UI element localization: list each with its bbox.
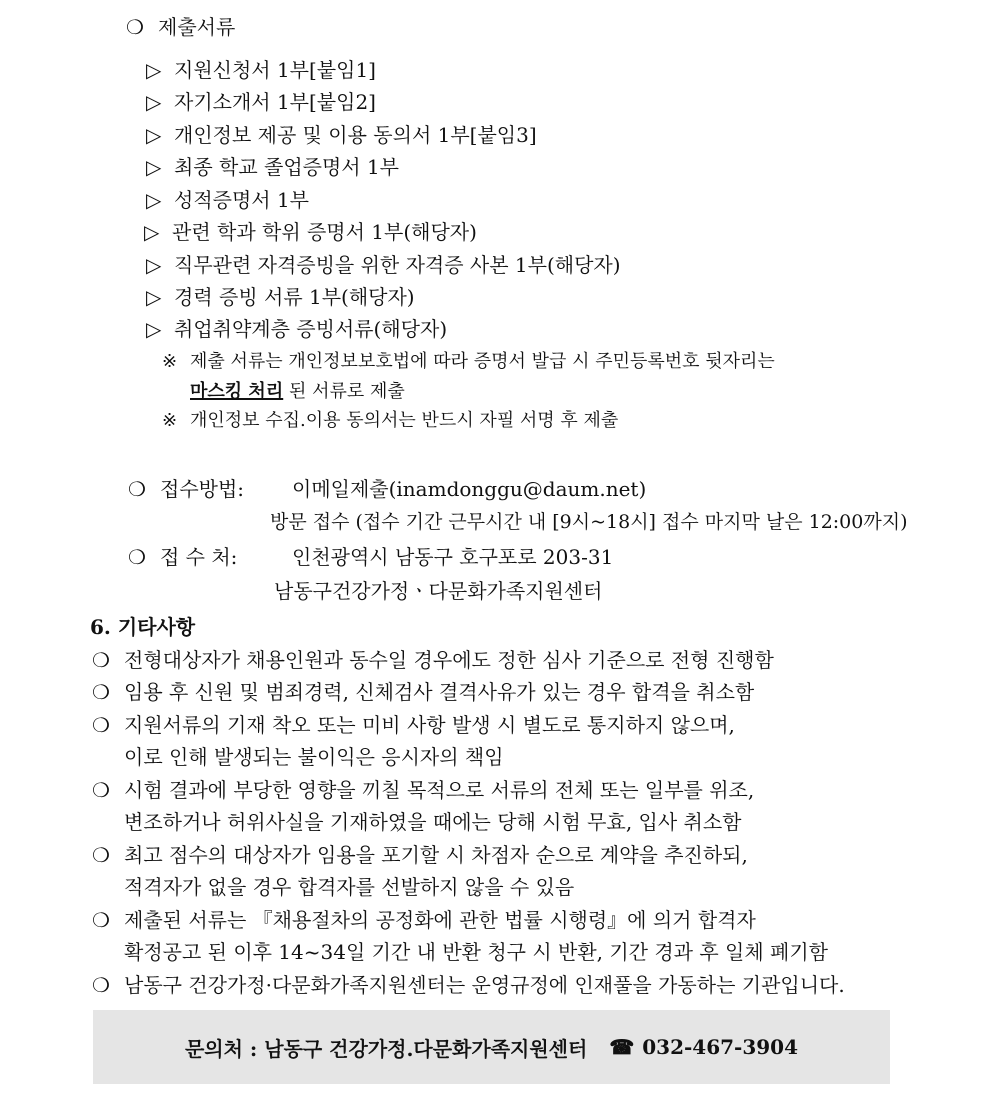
- list-item: ❍ 시험 결과에 부당한 영향을 끼칠 목적으로 서류의 전체 또는 일부를 위조,: [92, 775, 754, 805]
- circle-bullet-icon: ❍: [92, 680, 110, 704]
- contact-box: [93, 1010, 890, 1084]
- triangle-bullet-icon: ▷: [146, 317, 162, 341]
- triangle-bullet-icon: ▷: [146, 123, 162, 147]
- reception-email: 이메일제출(inamdonggu@daum.net): [292, 477, 647, 501]
- circle-bullet-icon: ❍: [128, 477, 146, 501]
- circle-bullet-icon: ❍: [126, 15, 144, 39]
- note-mark-icon: ※: [162, 351, 178, 372]
- list-item: ❍ 전형대상자가 채용인원과 동수일 경우에도 정한 심사 기준으로 전형 진행함: [92, 645, 774, 675]
- circle-bullet-icon: ❍: [128, 545, 146, 569]
- masking-emphasis: 마스킹 처리: [190, 381, 284, 402]
- other-heading: 6. 기타사항: [90, 615, 196, 639]
- triangle-bullet-icon: ▷: [144, 220, 160, 244]
- contact-label: 문의처 : 남동구 건강가정.다문화가족지원센터: [184, 1036, 588, 1061]
- reception-method-label: 접수방법:: [160, 477, 245, 501]
- list-item-cont: 적격자가 없을 경우 합격자를 선발하지 않을 수 있음: [124, 875, 575, 899]
- circle-bullet-icon: ❍: [92, 973, 110, 997]
- circle-bullet-icon: ❍: [92, 908, 110, 932]
- list-item-cont: 변조하거나 허위사실을 기재하였을 때에는 당해 시험 무효, 입사 취소함: [124, 810, 742, 834]
- triangle-bullet-icon: ▷: [146, 188, 162, 212]
- note-masking-cont: 마스킹 처리 된 서류로 제출: [190, 381, 405, 402]
- triangle-bullet-icon: ▷: [146, 155, 162, 179]
- list-item: ▷ 관련 학과 학위 증명서 1부(해당자): [144, 217, 477, 247]
- reception-center: 남동구건강가정ㆍ다문화가족지원센터: [274, 579, 603, 603]
- reception-method: [128, 474, 646, 504]
- triangle-bullet-icon: ▷: [146, 253, 162, 277]
- circle-bullet-icon: ❍: [92, 713, 110, 737]
- note-mark-icon: ※: [162, 410, 178, 431]
- list-item: ▷ 취업취약계층 증빙서류(해당자): [146, 314, 447, 344]
- list-item: ❍ 임용 후 신원 및 범죄경력, 신체검사 결격사유가 있는 경우 합격을 취소함: [92, 677, 754, 707]
- circle-bullet-icon: ❍: [92, 843, 110, 867]
- list-item: ▷ 최종 학교 졸업증명서 1부: [146, 152, 399, 182]
- list-item: ▷ 개인정보 제공 및 이용 동의서 1부[붙임3]: [146, 120, 537, 150]
- circle-bullet-icon: ❍: [92, 778, 110, 802]
- triangle-bullet-icon: ▷: [146, 90, 162, 114]
- reception-address: 인천광역시 남동구 호구포로 203-31: [292, 545, 614, 569]
- submit-docs-heading: ❍ 제출서류: [126, 12, 235, 42]
- list-item: ❍ 제출된 서류는 『채용절차의 공정화에 관한 법률 시행령』에 의거 합격자: [92, 905, 756, 935]
- triangle-bullet-icon: ▷: [146, 285, 162, 309]
- contact-phone: 032-467-3904: [642, 1035, 798, 1059]
- list-item: ❍ 최고 점수의 대상자가 임용을 포기할 시 차점자 순으로 계약을 추진하되,: [92, 840, 748, 870]
- note-signature: ※ 개인정보 수집.이용 동의서는 반드시 자필 서명 후 제출: [162, 406, 618, 436]
- list-item: ▷ 지원신청서 1부[붙임1]: [146, 55, 376, 85]
- list-item-cont: 확정공고 된 이후 14~34일 기간 내 반환 청구 시 반환, 기간 경과 후 일체 폐기함: [124, 940, 828, 964]
- note-masking: ※ 제출 서류는 개인정보보호법에 따라 증명서 발급 시 주민등록번호 뒷자리는: [162, 347, 775, 377]
- reception-place: [128, 542, 613, 572]
- reception-place-label: 접 수 처:: [160, 545, 238, 569]
- circle-bullet-icon: ❍: [92, 648, 110, 672]
- list-item: ▷ 성적증명서 1부: [146, 185, 309, 215]
- reception-visit: 방문 접수 (접수 기간 근무시간 내 [9시~18시] 접수 마지막 날은 12:00까지): [270, 511, 908, 533]
- triangle-bullet-icon: ▷: [146, 58, 162, 82]
- list-item: ▷ 경력 증빙 서류 1부(해당자): [146, 282, 415, 312]
- list-item: ❍ 지원서류의 기재 착오 또는 미비 사항 발생 시 별도로 통지하지 않으며,: [92, 710, 735, 740]
- list-item: ❍ 남동구 건강가정·다문화가족지원센터는 운영규정에 인재풀을 가동하는 기관입니다.: [92, 970, 845, 1000]
- list-item: ▷ 자기소개서 1부[붙임2]: [146, 87, 376, 117]
- phone-icon: ☎: [609, 1035, 635, 1059]
- list-item: ▷ 직무관련 자격증빙을 위한 자격증 사본 1부(해당자): [146, 250, 621, 280]
- list-item-cont: 이로 인해 발생되는 불이익은 응시자의 책임: [124, 745, 504, 769]
